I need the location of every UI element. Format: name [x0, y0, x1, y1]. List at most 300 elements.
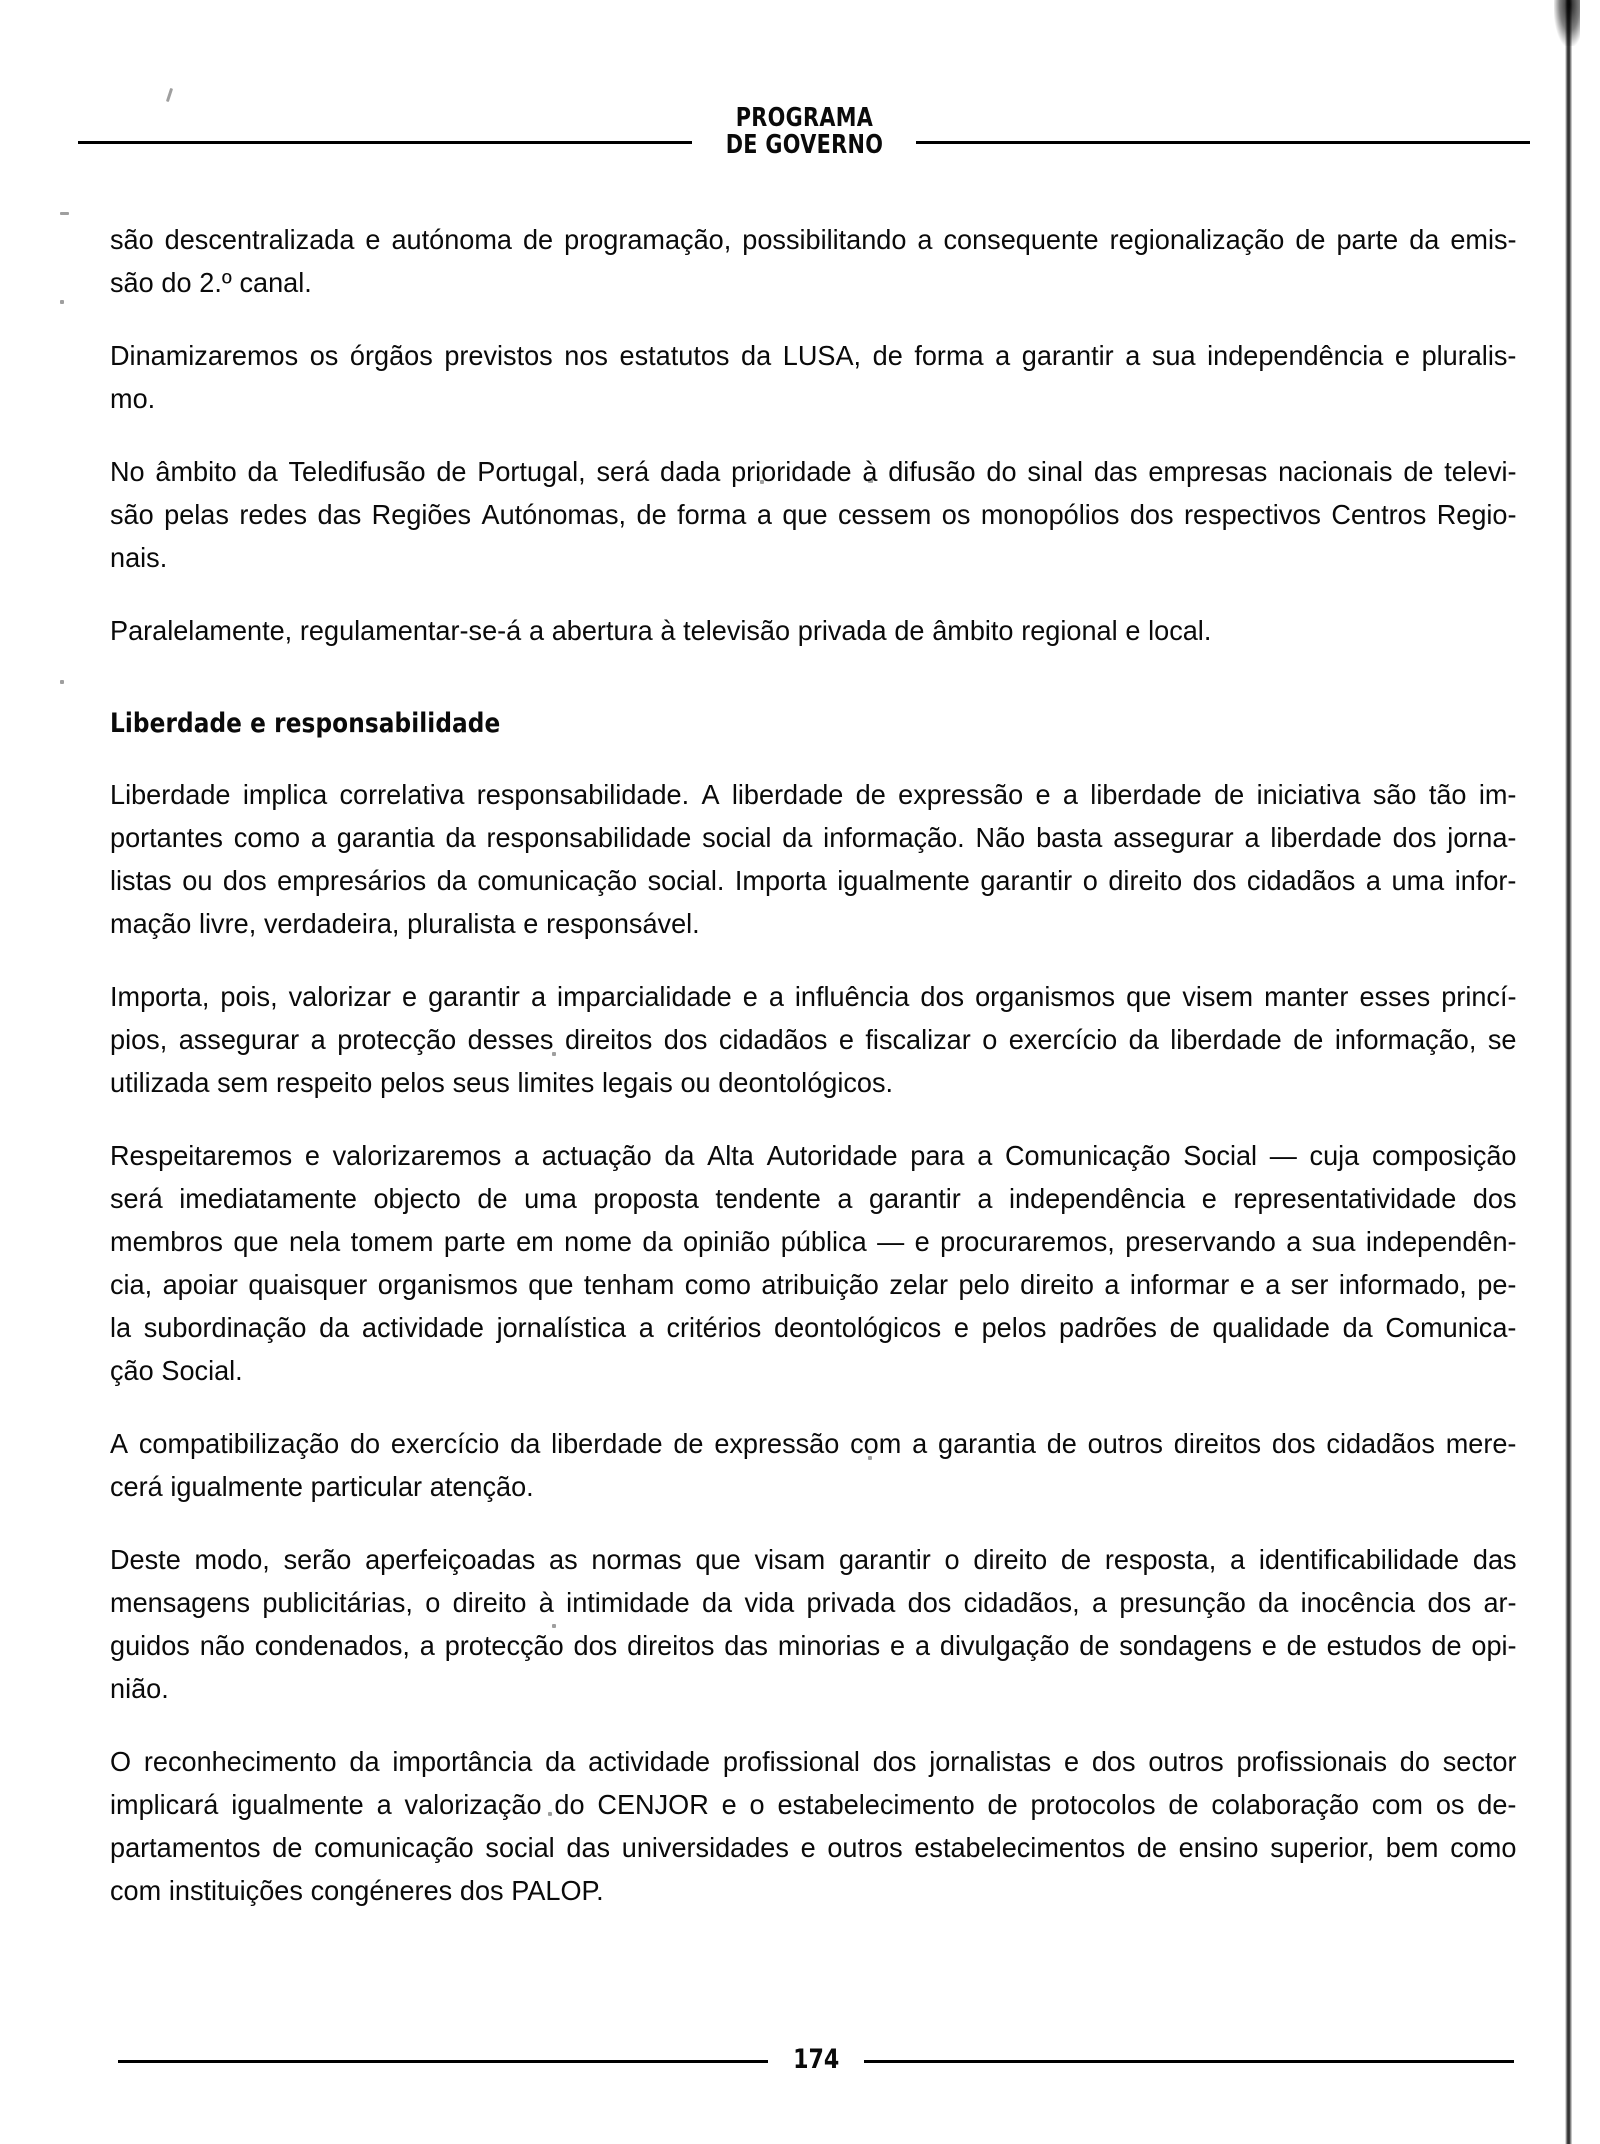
paragraph	[110, 218, 1517, 304]
text-word: sondagens	[1119, 1630, 1252, 1661]
text-line	[110, 1177, 1517, 1220]
text-word: da	[664, 1140, 695, 1171]
text-word: a	[1125, 340, 1141, 371]
text-word: com	[1371, 1789, 1423, 1820]
text-word: das	[1472, 1544, 1517, 1575]
running-head-rule-right	[916, 141, 1530, 144]
text-word: de	[272, 1832, 303, 1863]
text-word: expressão	[714, 1428, 840, 1459]
text-word: dos	[663, 1024, 708, 1055]
text-word: a	[638, 1312, 654, 1343]
text-word: portantes	[110, 822, 223, 853]
text-word: social	[702, 822, 772, 853]
text-word: liberdade	[1090, 779, 1202, 810]
text-word: membros	[110, 1226, 223, 1257]
text-line-content: ção Social.	[110, 1355, 243, 1386]
text-word: pelas	[164, 499, 229, 530]
text-word: basta	[1036, 822, 1103, 853]
text-word: e	[304, 1140, 320, 1171]
text-word: a	[1286, 1226, 1302, 1257]
text-word: a	[1062, 779, 1078, 810]
text-word: televi-	[1444, 456, 1517, 487]
text-word: O	[110, 1746, 132, 1777]
text-word: profissionais	[1236, 1746, 1388, 1777]
text-word: de	[1136, 1832, 1167, 1863]
text-word: dos	[1129, 499, 1174, 530]
text-word: cessem	[837, 499, 932, 530]
text-word: de	[636, 499, 667, 530]
text-word: valorização	[404, 1789, 542, 1820]
text-word: descentralizada	[164, 224, 355, 255]
text-word: social.	[647, 865, 725, 896]
text-word: ensino	[1178, 1832, 1259, 1863]
text-word: vida	[744, 1587, 795, 1618]
text-word: independência	[1009, 1183, 1186, 1214]
text-word: apoiar	[162, 1269, 238, 1300]
text-word: a	[1230, 1544, 1246, 1575]
text-word: e	[1394, 340, 1410, 371]
text-word: as	[549, 1544, 578, 1575]
text-word: desses	[467, 1024, 554, 1055]
text-line	[110, 1740, 1517, 1783]
text-word: dos	[1427, 1587, 1472, 1618]
text-word: exercício	[1008, 1024, 1118, 1055]
text-word: zelar	[889, 1269, 949, 1300]
text-line	[110, 1263, 1517, 1306]
text-line	[110, 1624, 1517, 1667]
text-word: mensagens	[110, 1587, 251, 1618]
text-word: responsabilidade	[486, 822, 692, 853]
text-word: Não	[975, 822, 1026, 853]
text-word: qualidade	[1212, 1312, 1330, 1343]
text-word: os	[941, 499, 971, 530]
text-word: LUSA,	[782, 340, 862, 371]
text-word: órgãos	[349, 340, 433, 371]
text-word: dos	[1091, 1746, 1136, 1777]
text-line	[110, 1220, 1517, 1263]
text-word: bem	[1385, 1832, 1439, 1863]
text-word: Dinamizaremos	[110, 340, 299, 371]
text-word: informação.	[823, 822, 965, 853]
text-word: dos	[222, 865, 267, 896]
text-word: de	[872, 340, 903, 371]
text-word: dos	[1192, 865, 1237, 896]
text-word: a	[1091, 1587, 1108, 1618]
text-word: social	[485, 1832, 555, 1863]
text-word: garantir	[868, 1183, 961, 1214]
text-word: será	[596, 456, 650, 487]
text-word: de	[855, 779, 886, 810]
running-head-title	[714, 102, 894, 160]
text-word: da	[1409, 224, 1440, 255]
text-word: jornalística	[496, 1312, 627, 1343]
text-word: de	[522, 224, 554, 255]
text-word: subordinação	[143, 1312, 307, 1343]
text-word: direitos	[564, 1024, 653, 1055]
text-word: são	[1372, 779, 1417, 810]
text-word: a	[1265, 1269, 1281, 1300]
text-word: empresários	[277, 865, 427, 896]
text-line	[110, 261, 1517, 304]
text-word: representatividade	[1233, 1183, 1457, 1214]
text-word: presunção	[1119, 1587, 1246, 1618]
text-word: direitos	[627, 1630, 715, 1661]
text-word: independên-	[1365, 1226, 1517, 1257]
text-word: Comunica-	[1385, 1312, 1517, 1343]
text-word: previstos	[444, 340, 553, 371]
text-word: e	[914, 1226, 930, 1257]
paragraph	[110, 975, 1517, 1104]
text-line	[110, 1869, 1517, 1912]
text-word: a	[995, 340, 1011, 371]
text-word: da	[1128, 1024, 1159, 1055]
text-word: de	[436, 456, 467, 487]
text-word: composição	[1371, 1140, 1517, 1171]
text-word: —	[1269, 1140, 1297, 1171]
text-word: da	[1258, 1587, 1289, 1618]
text-word: garantir	[428, 981, 520, 1012]
text-word: inocência	[1300, 1587, 1416, 1618]
text-word: dos	[920, 981, 965, 1012]
text-word: sector	[1442, 1746, 1517, 1777]
text-word: a	[977, 1183, 993, 1214]
text-word: assegurar	[1113, 822, 1234, 853]
running-head-rule-left	[78, 141, 692, 144]
text-word: jorna-	[1447, 822, 1517, 853]
text-word: o	[944, 1544, 960, 1575]
text-word: direito	[1020, 1269, 1094, 1300]
text-word: CENJOR	[597, 1789, 709, 1820]
text-line	[110, 1581, 1517, 1624]
text-line	[110, 218, 1517, 261]
text-word: cidadãos	[1246, 865, 1356, 896]
text-word: nome	[564, 1226, 632, 1257]
text-word: —	[877, 1226, 905, 1257]
text-line	[110, 902, 1517, 945]
text-word: implicará	[110, 1789, 219, 1820]
text-line	[110, 773, 1517, 816]
text-word: de	[1079, 1630, 1110, 1661]
text-line	[110, 334, 1517, 377]
text-word: de	[987, 1789, 1018, 1820]
footer-rule-right	[864, 2060, 1514, 2063]
text-word: aperfeiçoadas	[365, 1544, 536, 1575]
text-word: os	[309, 340, 339, 371]
text-word: importância	[392, 1746, 533, 1777]
text-word: estudos	[1326, 1630, 1422, 1661]
text-word: pelos	[981, 1312, 1047, 1343]
text-word: não	[199, 1630, 245, 1661]
text-word: da	[510, 1428, 541, 1459]
text-word: manter	[1264, 981, 1349, 1012]
running-head-line-2: DE GOVERNO	[725, 130, 883, 160]
text-word: a	[912, 1428, 928, 1459]
text-word: de	[1293, 1024, 1324, 1055]
text-word: Deste	[110, 1544, 181, 1575]
text-word: o	[1082, 865, 1098, 896]
text-word: procuraremos,	[940, 1226, 1115, 1257]
text-word: atribuição	[761, 1269, 879, 1300]
text-word: garantir	[980, 865, 1073, 896]
scan-gutter-shadow	[1565, 0, 1572, 2144]
text-word: protecção	[337, 1024, 457, 1055]
paragraph	[110, 773, 1517, 945]
text-word: da	[701, 1587, 733, 1618]
text-word: implica	[242, 779, 328, 810]
text-word: nela	[288, 1226, 341, 1257]
text-line	[110, 493, 1517, 536]
text-word: do	[349, 1428, 381, 1459]
text-line	[110, 1061, 1517, 1104]
text-word: e	[365, 224, 381, 255]
text-word: regionalização	[1109, 224, 1285, 255]
paragraph	[110, 334, 1517, 420]
text-word: ou	[182, 865, 213, 896]
text-word: de	[1431, 1630, 1462, 1661]
text-word: e	[890, 1630, 906, 1661]
text-word: tão	[1428, 779, 1467, 810]
text-word: para	[910, 1140, 965, 1171]
text-word: direito	[452, 1587, 527, 1618]
text-word: assegurar	[178, 1024, 300, 1055]
text-word: e	[742, 981, 758, 1012]
text-word: da	[436, 865, 467, 896]
text-word: igualmente	[837, 865, 970, 896]
page-number: 174	[792, 2044, 840, 2075]
text-word: princí-	[1441, 981, 1517, 1012]
text-word: de	[673, 1428, 704, 1459]
text-word: de	[1169, 1312, 1200, 1343]
text-word: da	[1342, 1312, 1373, 1343]
text-word: garantia	[336, 822, 435, 853]
text-word: proposta	[593, 1183, 699, 1214]
text-word: opinião	[682, 1226, 771, 1257]
text-line-content: são do 2.º canal.	[110, 267, 312, 298]
text-word: se	[1487, 1024, 1517, 1055]
paragraph	[110, 609, 1517, 652]
body-text-column	[110, 218, 1538, 1912]
text-line	[110, 1349, 1517, 1392]
text-word: influência	[794, 981, 910, 1012]
text-word: liberdade	[731, 779, 844, 810]
text-word: outros	[827, 1832, 903, 1863]
text-word: e	[1239, 1269, 1255, 1300]
text-word: tenham	[583, 1269, 675, 1300]
text-word: programação,	[564, 224, 732, 255]
text-word: âmbito	[155, 456, 237, 487]
text-word: Importa,	[110, 981, 210, 1012]
text-word: informação,	[1334, 1024, 1477, 1055]
text-word: tendente	[715, 1183, 821, 1214]
text-line-content: cerá igualmente particular atenção.	[110, 1471, 534, 1502]
text-word: será	[110, 1183, 163, 1214]
text-word: sua	[1151, 340, 1196, 371]
text-line	[110, 377, 1517, 420]
text-word: do	[986, 456, 1017, 487]
text-word: garantia	[938, 1428, 1036, 1459]
text-line-content: com instituições congéneres dos PALOP.	[110, 1875, 604, 1906]
text-line	[110, 609, 1517, 652]
text-word: parte	[1336, 224, 1399, 255]
text-word: opi-	[1471, 1630, 1517, 1661]
text-word: à	[862, 456, 878, 487]
text-word: quaisquer	[248, 1269, 368, 1300]
text-word: a	[419, 1630, 435, 1661]
text-word: da	[319, 1312, 350, 1343]
text-word: Regiões	[371, 499, 472, 530]
text-word: colaboração	[1211, 1789, 1359, 1820]
text-word: possibilitando	[742, 224, 907, 255]
text-word: superior,	[1270, 1832, 1375, 1863]
text-word: No	[110, 456, 145, 487]
text-word: partamentos	[110, 1832, 261, 1863]
text-word: visam	[754, 1544, 826, 1575]
text-word: intimidade	[566, 1587, 690, 1618]
text-word: à	[538, 1587, 554, 1618]
text-word: que	[695, 1544, 741, 1575]
text-word: e	[1261, 1630, 1277, 1661]
text-word: estabelecimentos	[914, 1832, 1126, 1863]
text-word: e	[800, 1832, 816, 1863]
text-word: da	[445, 822, 476, 853]
text-word: actividade	[588, 1746, 711, 1777]
text-word: profissional	[722, 1746, 860, 1777]
text-word: estatutos	[619, 340, 730, 371]
text-word: das	[317, 499, 362, 530]
text-word: e	[402, 981, 418, 1012]
text-word: Centros	[1331, 499, 1427, 530]
text-word: da	[642, 1226, 673, 1257]
text-word: de	[1060, 1544, 1092, 1575]
text-word: pluralis-	[1421, 340, 1517, 371]
text-word: da	[247, 456, 278, 487]
text-word: divulgação	[939, 1630, 1070, 1661]
text-word: a	[1104, 1269, 1120, 1300]
text-word: jornalistas	[929, 1746, 1052, 1777]
text-word: Importa	[734, 865, 827, 896]
text-word: e	[838, 1024, 854, 1055]
text-word: de	[1168, 1789, 1199, 1820]
section-heading: Liberdade e responsabilidade	[110, 708, 501, 739]
text-word: o	[982, 1024, 998, 1055]
text-word: de	[1046, 1428, 1077, 1459]
scan-gutter-blot	[1554, 0, 1580, 46]
text-word: resposta,	[1104, 1544, 1217, 1575]
text-word: a	[376, 1789, 392, 1820]
text-word: la	[110, 1312, 132, 1343]
text-word: que	[782, 499, 828, 530]
text-word: pública	[780, 1226, 867, 1257]
text-word: nacionais	[1278, 456, 1393, 487]
text-line-content: nais.	[110, 542, 168, 573]
text-word: ser	[1290, 1269, 1329, 1300]
text-word: e	[721, 1789, 737, 1820]
text-word: o	[425, 1587, 441, 1618]
text-word: respectivos	[1183, 499, 1321, 530]
page-footer	[118, 2046, 1514, 2077]
paragraph	[110, 1538, 1517, 1710]
text-word: que	[1126, 981, 1172, 1012]
text-word: cidadãos	[718, 1024, 828, 1055]
text-line	[110, 1783, 1517, 1826]
footer-rule-left	[118, 2060, 768, 2063]
text-word: modo,	[194, 1544, 270, 1575]
text-word: e	[1201, 1183, 1217, 1214]
text-line	[110, 536, 1517, 579]
text-word: preservando	[1125, 1226, 1276, 1257]
text-word: normas	[591, 1544, 682, 1575]
text-word: imediatamente	[179, 1183, 357, 1214]
text-word: garantir	[838, 1544, 931, 1575]
text-word: dos	[1271, 1428, 1316, 1459]
text-word: fiscalizar	[865, 1024, 971, 1055]
text-word: liberdade	[1170, 1024, 1282, 1055]
text-word: actuação	[541, 1140, 652, 1171]
text-word: garantir	[1021, 340, 1114, 371]
text-word: comunicação	[477, 865, 638, 896]
text-word: autónoma	[391, 224, 512, 255]
text-word: a	[530, 981, 547, 1012]
text-word: guidos	[110, 1630, 190, 1661]
text-word: do	[554, 1789, 585, 1820]
text-word: organismos	[377, 1269, 518, 1300]
text-line	[110, 1134, 1517, 1177]
text-word: empresas	[1148, 456, 1268, 487]
text-word: das	[566, 1832, 611, 1863]
text-word: da	[545, 1746, 576, 1777]
text-line	[110, 816, 1517, 859]
text-word: pois,	[220, 981, 278, 1012]
text-word: Autoridade	[766, 1140, 898, 1171]
text-word: pios,	[110, 1024, 168, 1055]
text-word: das	[724, 1630, 768, 1661]
text-word: a	[310, 822, 326, 853]
text-line	[110, 975, 1517, 1018]
text-word: Regio-	[1436, 499, 1517, 530]
text-word: a	[310, 1024, 326, 1055]
text-line	[110, 1826, 1517, 1869]
scan-speck	[60, 300, 64, 304]
text-word: direitos	[1173, 1428, 1262, 1459]
text-word: forma	[914, 340, 984, 371]
text-word: são	[110, 224, 154, 255]
text-word: reconhecimento	[143, 1746, 337, 1777]
text-word: dos	[872, 1746, 917, 1777]
text-word: a	[768, 981, 784, 1012]
text-word: cidadãos,	[963, 1587, 1080, 1618]
text-word: independência	[1207, 340, 1384, 371]
text-word: Portugal,	[477, 456, 586, 487]
text-word: do	[1399, 1746, 1430, 1777]
text-word: A	[110, 1428, 129, 1459]
text-word: mere-	[1445, 1428, 1517, 1459]
text-word: sua	[1311, 1226, 1356, 1257]
text-line	[110, 1538, 1517, 1581]
text-word: iniciativa	[1256, 779, 1361, 810]
text-line	[110, 450, 1517, 493]
text-word: são	[110, 499, 154, 530]
paragraph	[110, 450, 1517, 579]
text-word: Autónomas,	[481, 499, 627, 530]
text-word: de-	[1477, 1789, 1517, 1820]
text-word: Respeitaremos	[110, 1140, 293, 1171]
text-word: como	[684, 1269, 751, 1300]
text-word: outros	[1087, 1428, 1163, 1459]
text-word: com	[850, 1428, 902, 1459]
text-word: Alta	[707, 1140, 754, 1171]
text-word: comunicação	[314, 1832, 474, 1863]
text-word: igualmente	[231, 1789, 364, 1820]
